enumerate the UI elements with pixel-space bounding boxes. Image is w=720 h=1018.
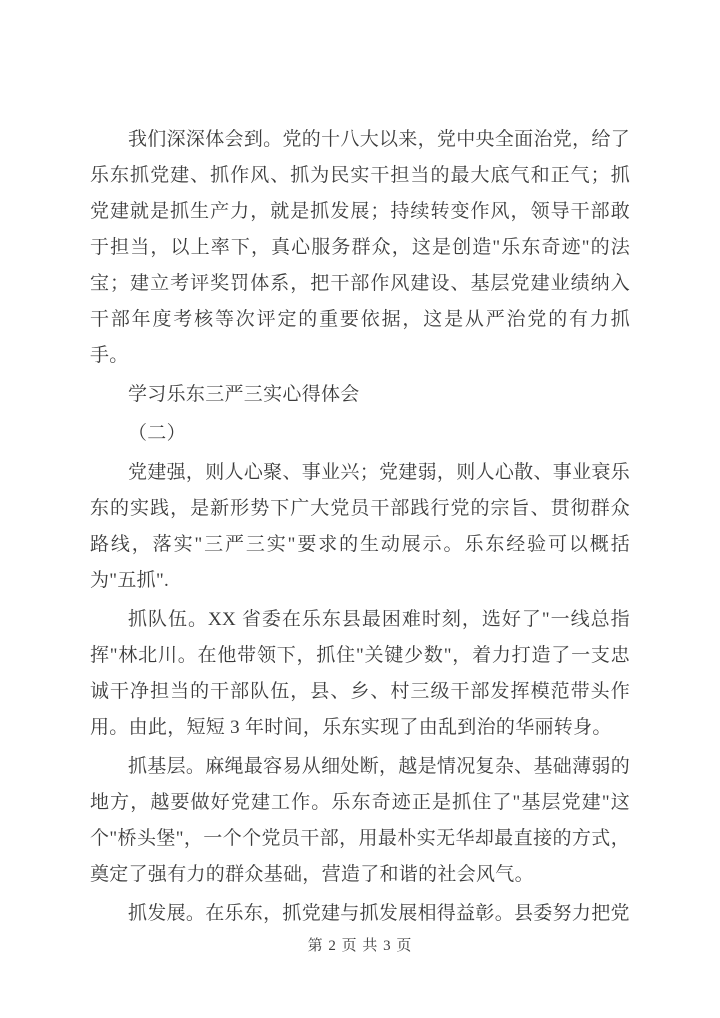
paragraph: 抓基层。麻绳最容易从细处断，越是情况复杂、基础薄弱的地方，越要做好党建工作。乐东奇迹正是抓住了"基层党建"这个"桥头堡"，一个个党员干部，用最朴实无华却最直接的方式，奠定了强有力的群众基础，营造了和谐的社会风气。 <box>90 756 630 885</box>
paragraph: 党建强，则人心聚、事业兴；党建弱，则人心散、事业衰乐东的实践，是新形势下广大党员干部践行党的宗旨、贯彻群众路线，落实"三严三实"要求的生动展示。乐东经验可以概括为"五抓". <box>90 462 630 591</box>
paragraph: 抓发展。在乐东，抓党建与抓发展相得益彰。县委努力把党 <box>128 903 630 924</box>
paragraph: 抓队伍。XX 省委在乐东县最困难时刻，选好了"一线总指挥"林北川。在他带领下，抓住"关键少数"，着力打造了一支忠诚干净担当的干部队伍，县、乡、村三级干部发挥模范带头作用。由此，短短 3 年时间，乐东实现了由乱到治的华丽转身。 <box>90 609 630 738</box>
page-number-footer: 第 2 页 共 3 页 <box>307 938 413 954</box>
paragraph: 学习乐东三严三实心得体会 <box>128 384 360 405</box>
paragraph: 我们深深体会到。党的十八大以来，党中央全面治党，给了乐东抓党建、抓作风、抓为民实干担当的最大底气和正气；抓党建就是抓生产力，就是抓发展；持续转变作风，领导干部敢于担当，以上率下，真心服务群众，这是创造"乐东奇迹"的法宝；建立考评奖罚体系，把干部作风建设、基层党建业绩纳入干部年度考核等次评定的重要依据，这是从严治党的有力抓手。 <box>90 129 630 366</box>
paragraph: （二） <box>128 423 186 444</box>
paragraph-list <box>90 122 630 935</box>
